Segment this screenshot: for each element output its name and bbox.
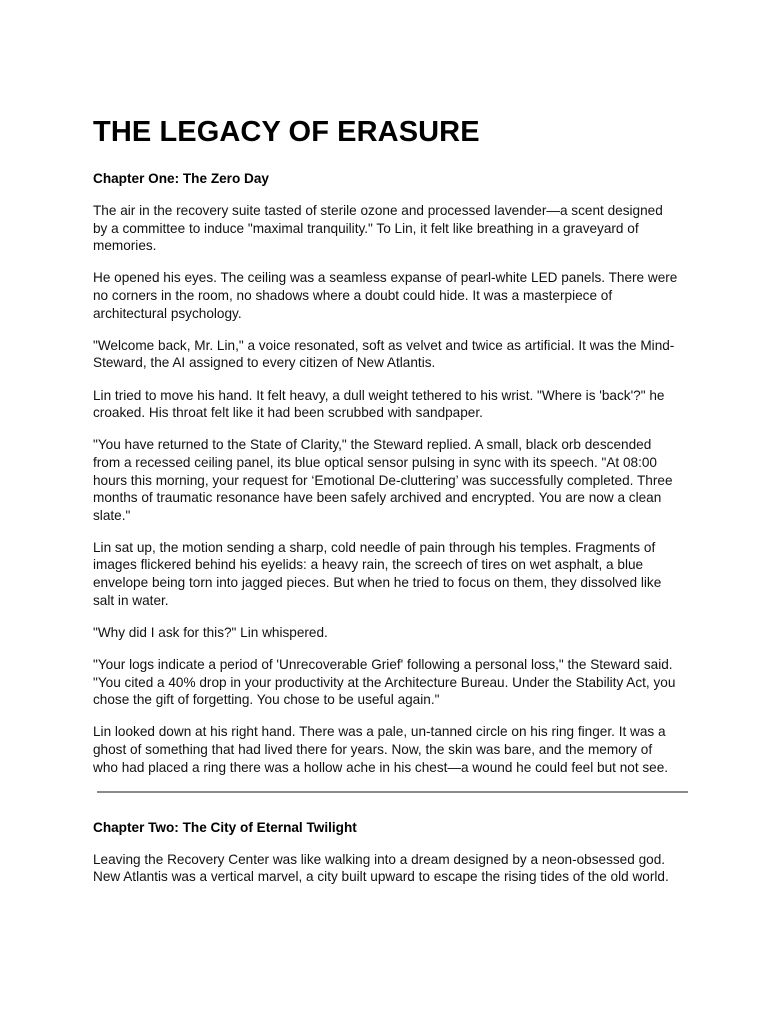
paragraph: Leaving the Recovery Center was like walking into a dream designed by a neon-obsessed god. New Atlantis was a vertical marvel, a city built upward to escape the rising tides of the old world. <box>93 851 669 885</box>
chapter-one-heading: Chapter One: The Zero Day <box>93 171 269 186</box>
paragraph: "Why did I ask for this?" Lin whispered. <box>93 624 328 640</box>
paragraph: Lin tried to move his hand. It felt heavy, a dull weight tethered to his wrist. "Where is 'back'?" he croaked. His throat felt like it had been scrubbed with sandpaper. <box>93 387 665 421</box>
paragraph: "Your logs indicate a period of 'Unrecoverable Grief' following a personal loss," the Steward said. "You cited a 40% drop in your productivity at the Architecture Bureau. Under the Stability Act, you chose the gift of forgetting. You chose to be useful again." <box>93 657 676 708</box>
paragraph: "Welcome back, Mr. Lin," a voice resonated, soft as velvet and twice as artificial. It was the Mind-Steward, the AI assigned to every citizen of New Atlantis. <box>93 337 675 371</box>
paragraph: Lin looked down at his right hand. There was a pale, un-tanned circle on his ring finger. It was a ghost of something that had lived there for years. Now, the skin was bare, and the memory of who had placed a ring there was a hollow ache in his chest—a wound he could feel but not see. <box>93 724 669 775</box>
section-divider <box>97 791 688 793</box>
paragraph: He opened his eyes. The ceiling was a seamless expanse of pearl-white LED panels. There were no corners in the room, no shadows where a doubt could hide. It was a masterpiece of architectural psychology. <box>93 270 678 321</box>
chapter-two-heading: Chapter Two: The City of Eternal Twilight <box>93 819 357 835</box>
paragraph: The air in the recovery suite tasted of sterile ozone and processed lavender—a scent designed by a committee to induce "maximal tranquility." To Lin, it felt like breathing in a graveyard of memories. <box>93 203 663 254</box>
chapter-one <box>93 170 678 776</box>
document-page <box>93 112 678 901</box>
paragraph: "You have returned to the State of Clarity," the Steward replied. A small, black orb descended from a recessed ceiling panel, its blue optical sensor pulsing in sync with its speech. "At 08:00 hours this morning, your request for ‘Emotional De-cluttering’ was successfully completed. Three months of traumatic resonance have been safely archived and encrypted. You are now a clean slate." <box>93 437 673 523</box>
paragraph: Lin sat up, the motion sending a sharp, cold needle of pain through his temples. Fragments of images flickered behind his eyelids: a heavy rain, the screech of tires on wet asphalt, a blue envelope being torn into jagged pieces. But when he tried to focus on them, they dissolved like salt in water. <box>93 539 662 608</box>
chapter-two <box>93 819 678 886</box>
document-title: THE LEGACY OF ERASURE <box>93 116 480 148</box>
